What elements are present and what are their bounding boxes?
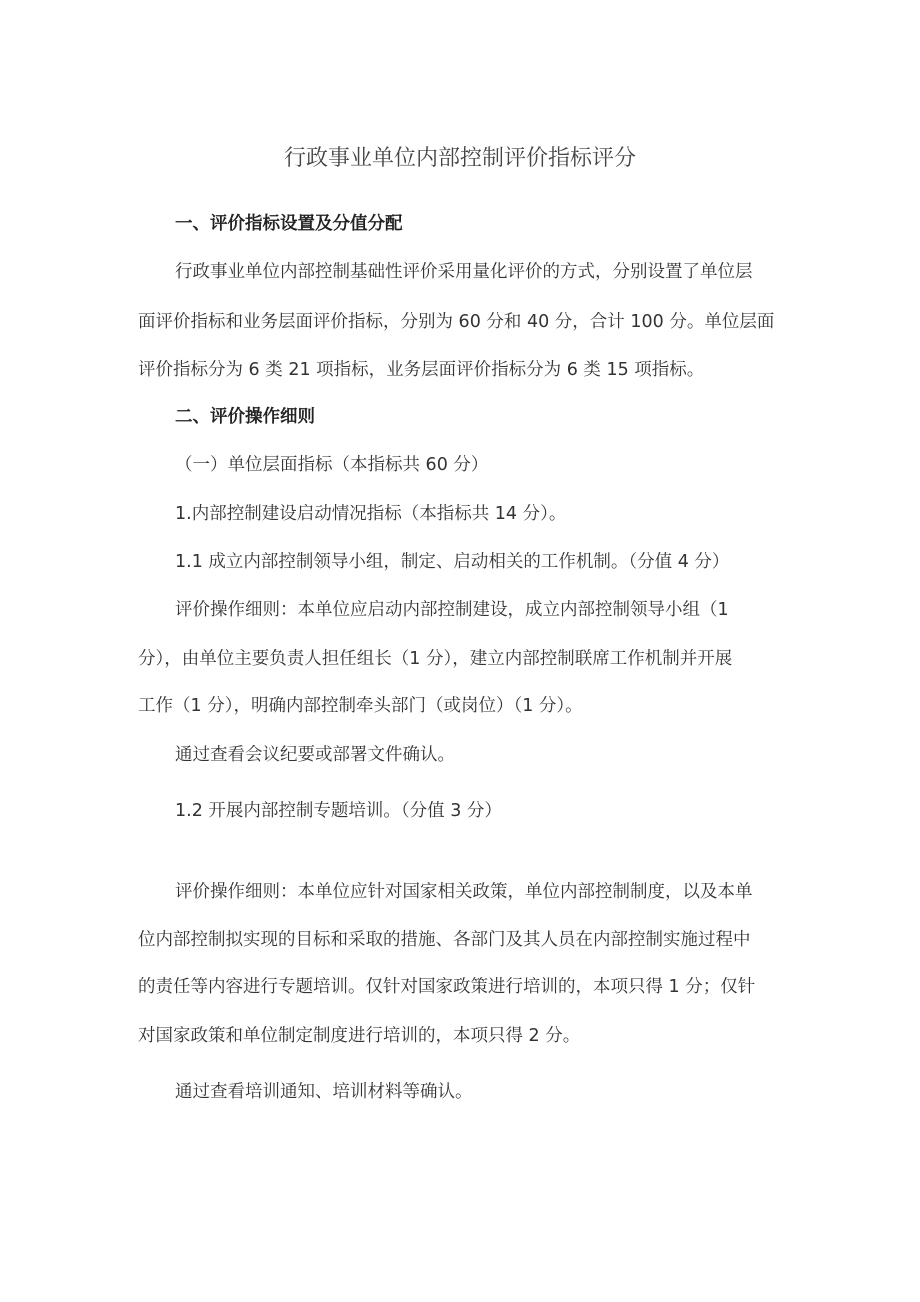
section-heading-2: 二、评价操作细则 [175, 407, 315, 427]
paragraph-line: 行政事业单位内部控制基础性评价采用量化评价的方式，分别设置了单位层 [175, 262, 753, 282]
paragraph-line: 面评价指标和业务层面评价指标，分别为 60 分和 40 分，合计 100 分。单位层面 [138, 312, 775, 332]
paragraph-line: 通过查看培训通知、培训材料等确认。 [175, 1082, 473, 1102]
item-heading: 1.内部控制建设启动情况指标（本指标共 14 分）。 [175, 504, 567, 524]
paragraph-line: 评价操作细则：本单位应针对国家相关政策，单位内部控制制度，以及本单 [175, 882, 753, 902]
paragraph-line: 对国家政策和单位制定制度进行培训的，本项只得 2 分。 [138, 1026, 581, 1046]
section-heading-1: 一、评价指标设置及分值分配 [175, 214, 403, 234]
subsection-heading: （一）单位层面指标（本指标共 60 分） [175, 455, 489, 475]
item-heading: 1.1 成立内部控制领导小组，制定、启动相关的工作机制。（分值 4 分） [175, 552, 730, 572]
paragraph-line: 位内部控制拟实现的目标和采取的措施、各部门及其人员在内部控制实施过程中 [138, 930, 751, 950]
paragraph-line: 的责任等内容进行专题培训。仅针对国家政策进行培训的，本项只得 1 分；仅针 [138, 977, 756, 997]
paragraph-line: 工作（1 分），明确内部控制牵头部门（或岗位）（1 分）。 [138, 696, 583, 716]
paragraph-line: 分），由单位主要负责人担任组长（1 分），建立内部控制联席工作机制并开展 [138, 649, 733, 669]
paragraph-line: 评价操作细则：本单位应启动内部控制建设，成立内部控制领导小组（1 [175, 600, 729, 620]
item-heading: 1.2 开展内部控制专题培训。（分值 3 分） [175, 801, 502, 821]
document-title: 行政事业单位内部控制评价指标评分 [283, 146, 636, 171]
paragraph-line: 通过查看会议纪要或部署文件确认。 [175, 745, 455, 765]
paragraph-line: 评价指标分为 6 类 21 项指标，业务层面评价指标分为 6 类 15 项指标。 [138, 360, 705, 380]
